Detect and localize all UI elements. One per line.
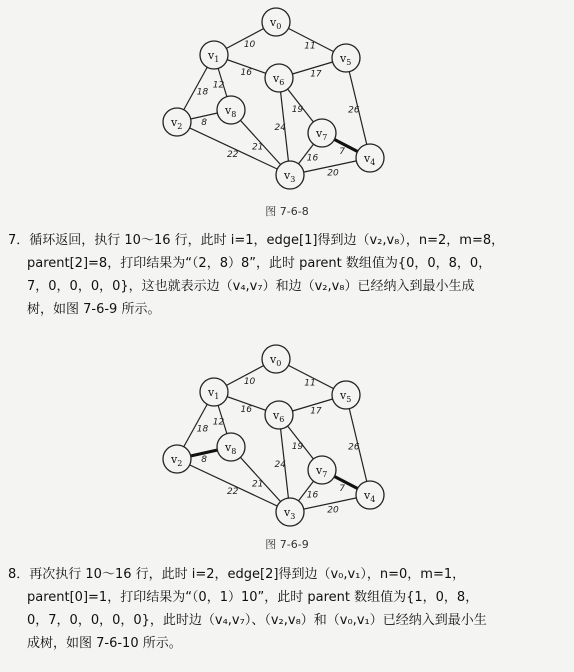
edge-weight-v3-v4: 20 (327, 505, 339, 516)
edge-weight-v7-v4: 7 (339, 146, 345, 157)
node-v8 (217, 433, 245, 461)
node-v5 (332, 381, 360, 409)
paragraph-7-line-4: 树，如图 7-6-9 所示。 (27, 302, 161, 317)
node-v2 (163, 445, 191, 473)
edge-weight-v5-v4: 26 (348, 105, 360, 116)
figure-caption-1: 图 7-6-8 (265, 205, 309, 218)
node-label-v0: $v_0$ (270, 353, 282, 368)
node-v4 (356, 481, 384, 509)
node-label-v5: $v_5$ (340, 389, 352, 404)
edge-weight-v6-v7: 19 (291, 442, 304, 453)
edge-weight-v6-v5: 17 (310, 406, 322, 417)
edge-v2-v3 (177, 459, 290, 512)
edge-weight-v0-v1: 10 (243, 39, 256, 50)
edge-weight-v7-v4: 7 (339, 483, 345, 494)
node-label-v7: $v_7$ (316, 127, 328, 142)
node-v0 (262, 8, 290, 36)
edge-weight-v1-v6: 16 (240, 405, 252, 416)
node-v7 (308, 119, 336, 147)
edge-weight-v2-v8: 8 (201, 117, 208, 128)
node-v5 (332, 44, 360, 72)
edge-weight-v0-v5: 11 (304, 41, 316, 52)
node-label-v2: $v_2$ (171, 453, 183, 468)
node-v3 (276, 161, 304, 189)
paragraph-7-line-1: 7．循环返回，执行 10～16 行，此时 i=1，edge[1]得到边（v₂,v₈），n=2，m=8， (8, 233, 505, 248)
edge-weight-v2-v3: 22 (226, 486, 239, 497)
node-label-v3: $v_3$ (284, 169, 296, 184)
edge-weight-v1-v2: 18 (196, 87, 209, 98)
paragraph-step-8 (0, 563, 574, 655)
node-v6 (265, 64, 293, 92)
node-label-v1: $v_1$ (208, 386, 220, 401)
graph-svg-1 (0, 0, 574, 192)
edge-weight-v1-v8: 12 (212, 417, 225, 428)
node-label-v4: $v_4$ (364, 152, 376, 167)
node-label-v4: $v_4$ (364, 489, 376, 504)
edge-weight-v6-v3: 24 (274, 123, 286, 134)
edge-weight-v7-v3: 16 (306, 153, 319, 164)
node-label-v0: $v_0$ (270, 16, 282, 31)
edge-v2-v3 (177, 122, 290, 175)
edge-weight-v7-v3: 16 (306, 490, 319, 501)
paragraph-step-7 (0, 229, 574, 321)
edge-weight-v1-v8: 12 (212, 80, 225, 91)
edge-weight-v6-v5: 17 (310, 69, 322, 80)
node-v4 (356, 144, 384, 172)
paragraph-8-line-3: 0，7，0，0，0，0}，此时边（v₄,v₇）、（v₂,v₈）和（v₀,v₁）已经纳入到最小生 (27, 613, 487, 628)
node-label-v1: $v_1$ (208, 49, 220, 64)
paragraph-8-line-2: parent[0]=1，打印结果为“（0，1）10”，此时 parent 数组值为{1，0，8， (27, 590, 479, 605)
paragraph-8-line-4: 成树，如图 7-6-10 所示。 (27, 636, 182, 651)
node-label-v6: $v_6$ (273, 409, 285, 424)
edge-weight-v3-v4: 20 (327, 168, 339, 179)
node-label-v5: $v_5$ (340, 52, 352, 67)
node-label-v7: $v_7$ (316, 464, 328, 479)
node-label-v8: $v_8$ (225, 104, 237, 119)
paragraph-7-line-2: parent[2]=8，打印结果为“（2，8）8”，此时 parent 数组值为{0，0，8，0， (27, 256, 492, 271)
node-label-v2: $v_2$ (171, 116, 183, 131)
edge-weight-v0-v5: 11 (304, 378, 316, 389)
node-label-v3: $v_3$ (284, 506, 296, 521)
edge-weight-v6-v3: 24 (274, 460, 286, 471)
edge-weight-v1-v6: 16 (240, 68, 252, 79)
edge-weight-v8-v3: 21 (252, 142, 264, 153)
node-v1 (200, 41, 228, 69)
figure-7-6-8 (0, 0, 574, 192)
node-v1 (200, 378, 228, 406)
node-v3 (276, 498, 304, 526)
figure-caption-2: 图 7-6-9 (265, 538, 309, 551)
node-v0 (262, 345, 290, 373)
node-label-v8: $v_8$ (225, 441, 237, 456)
node-v7 (308, 456, 336, 484)
figure-7-6-9 (0, 337, 574, 529)
edge-weight-v2-v8: 8 (201, 454, 208, 465)
edge-weight-v5-v4: 26 (348, 442, 360, 453)
paragraph-8-line-1: 8．再次执行 10～16 行，此时 i=2，edge[2]得到边（v₀,v₁），n=0，m=1， (8, 567, 466, 582)
paragraph-7-line-3: 7，0，0，0，0}，这也就表示边（v₄,v₇）和边（v₂,v₈）已经纳入到最小生成 (27, 279, 475, 294)
edge-weight-v2-v3: 22 (226, 149, 239, 160)
edge-weight-v1-v2: 18 (196, 424, 209, 435)
edge-weight-v8-v3: 21 (252, 479, 264, 490)
node-v8 (217, 96, 245, 124)
edge-weight-v6-v7: 19 (291, 105, 304, 116)
node-v2 (163, 108, 191, 136)
node-v6 (265, 401, 293, 429)
graph-svg-2 (0, 337, 574, 529)
edge-weight-v0-v1: 10 (243, 376, 256, 387)
node-label-v6: $v_6$ (273, 72, 285, 87)
